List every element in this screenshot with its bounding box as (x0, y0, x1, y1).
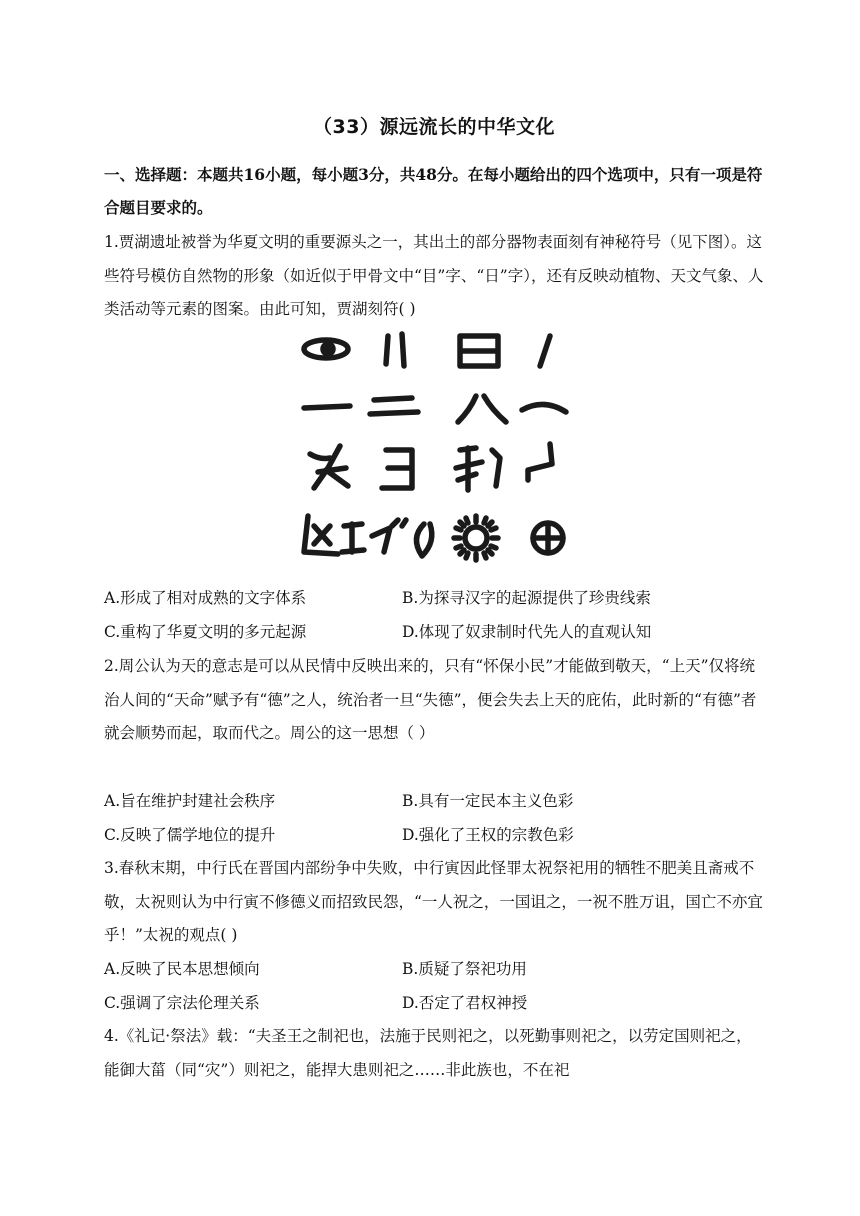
option-d[interactable]: D.体现了奴隶制时代先人的直观认知 (402, 622, 652, 641)
option-c[interactable]: C.重构了华夏文明的多元起源 (104, 622, 307, 641)
question-4 (104, 1020, 764, 1087)
section-heading: 一、选择题：本题共16小题，每小题3分，共48分。在每小题给出的四个选项中，只有一项是符合题目要求的。 (104, 165, 763, 217)
question-2-options (104, 785, 764, 852)
option-b[interactable]: B.质疑了祭祀功用 (402, 960, 527, 978)
question-2-stem: 2.周公认为天的意志是可以从民情中反映出来的，只有“怀保小民”才能做到敬天，“上天”仅将统治人间的“天命”赋予有“德”之人，统治者一旦“失德”，便会失去上天的庇佑，此时新的“有德”者就会顺势而起，取而代之。周公的这一思想（ ） (104, 657, 757, 742)
page-title: （33）源远流长的中华文化 (313, 116, 555, 138)
question-3 (104, 852, 764, 953)
jiahu-symbols-image (300, 330, 570, 570)
option-d[interactable]: D.否定了君权神授 (402, 993, 528, 1012)
question-3-stem: 3.春秋末期，中行氏在晋国内部纷争中失败，中行寅因此怪罪太祝祭祀用的牺牲不肥美且斋戒不敬，太祝则认为中行寅不修德义而招致民怨，“一人祝之，一国诅之，一祝不胜万诅，国亡不亦宜乎！”太祝的观点( ) (104, 859, 763, 944)
question-1 (104, 226, 764, 327)
question-2 (104, 650, 764, 751)
question-3-options (104, 953, 764, 1020)
option-d[interactable]: D.强化了王权的宗教色彩 (402, 825, 574, 844)
question-4-stem: 4.《礼记·祭法》载：“夫圣王之制祀也，法施于民则祀之，以死勤事则祀之，以劳定国则祀之，能御大菑（同“灾”）则祀之，能捍大患则祀之……非此族也，不在祀 (104, 1027, 752, 1079)
option-b[interactable]: B.为探寻汉字的起源提供了珍贵线索 (402, 589, 651, 607)
option-a[interactable]: A.形成了相对成熟的文字体系 (104, 589, 307, 607)
option-a[interactable]: A.旨在维护封建社会秩序 (104, 792, 276, 810)
option-a[interactable]: A.反映了民本思想倾向 (104, 960, 260, 978)
option-b[interactable]: B.具有一定民本主义色彩 (402, 792, 574, 810)
question-1-stem: 1.贾湖遗址被誉为华夏文明的重要源头之一，其出土的部分器物表面刻有神秘符号（见下图）。这些符号模仿自然物的形象（如近似于甲骨文中“目”字、“日”字），还有反映动植物、天文气象、人类活动等元素的图案。由此可知，贾湖刻符( ) (104, 233, 764, 318)
option-c[interactable]: C.反映了儒学地位的提升 (104, 825, 276, 844)
question-1-options (104, 582, 764, 649)
option-c[interactable]: C.强调了宗法伦理关系 (104, 993, 260, 1012)
